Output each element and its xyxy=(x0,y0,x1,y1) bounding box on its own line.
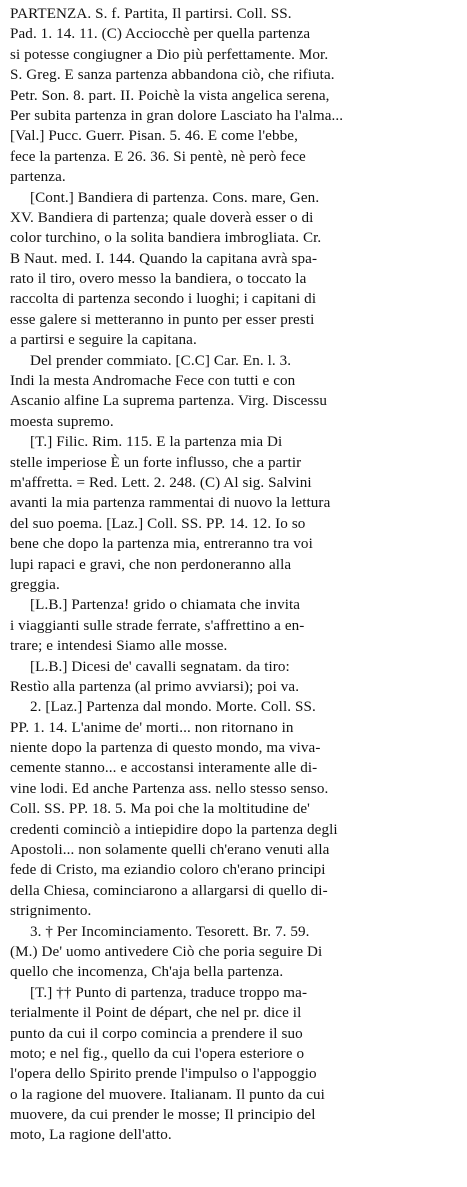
text-line: l'opera dello Spirito prende l'impulso o l'appoggio xyxy=(10,1066,317,1083)
text-line: terialmente il Point de départ, che nel pr. dice il xyxy=(10,1005,302,1022)
text-line: credenti cominciò a intiepidire dopo la partenza degli xyxy=(10,821,338,838)
text-line: (M.) De' uomo antivedere Ciò che poria seguire Di xyxy=(10,943,323,960)
text-line: greggia. xyxy=(10,576,60,593)
text-line: moto, La ragione dell'atto. xyxy=(10,1127,172,1144)
text-line: a partirsi e seguire la capitana. xyxy=(10,332,197,349)
text-line: quello che incomenza, Ch'aja bella partenza. xyxy=(10,964,284,981)
text-line: Restìo alla partenza (al primo avviarsi); poi va. xyxy=(10,678,300,695)
text-line: cemente stanno... e accostansi interamente alle di- xyxy=(10,760,318,777)
text-line: [Val.] Pucc. Guerr. Pisan. 5. 46. E come l'ebbe, xyxy=(10,128,298,145)
text-line: PP. 1. 14. L'anime de' morti... non ritornano in xyxy=(10,719,294,736)
dictionary-entry-partenza xyxy=(10,4,457,1146)
text-line: i viaggianti sulle strade ferrate, s'affrettino a en- xyxy=(10,617,305,634)
text-line: trare; e intendesi Siamo alle mosse. xyxy=(10,638,228,655)
text-line: lupi rapaci e gravi, che non perdoneranno alla xyxy=(10,556,292,573)
text-line: niente dopo la partenza di questo mondo, ma viva- xyxy=(10,740,321,757)
text-line: muovere, da cui prender le mosse; Il principio del xyxy=(10,1107,316,1124)
text-line: fede di Cristo, ma eziandio coloro ch'erano principi xyxy=(10,862,326,879)
text-line: fece la partenza. E 26. 36. Si pentè, nè però fece xyxy=(10,148,306,165)
text-line: del suo poema. [Laz.] Coll. SS. PP. 14. 12. Io so xyxy=(10,515,306,532)
text-line: si potesse congiugner a Dio più perfettamente. Mor. xyxy=(10,46,329,63)
text-line: partenza. xyxy=(10,169,66,186)
text-line: rato il tiro, overo messo la bandiera, o toccato la xyxy=(10,271,307,288)
text-line: stelle imperiose È un forte influsso, che a partir xyxy=(10,454,302,471)
text-line: [L.B.] Partenza! grido o chiamata che invita xyxy=(30,597,301,614)
text-line: Ascanio alfine La suprema partenza. Virg. Discessu xyxy=(10,393,328,410)
text-line: esse galere si metteranno in punto per esser presti xyxy=(10,311,315,328)
text-line: bene che dopo la partenza mia, entreranno tra voi xyxy=(10,536,313,553)
text-line: [L.B.] Dicesi de' cavalli segnatam. da tiro: xyxy=(30,658,290,675)
text-line: PARTENZA. S. f. Partita, Il partirsi. Coll. SS. xyxy=(10,6,292,22)
text-line: XV. Bandiera di partenza; quale doverà esser o di xyxy=(10,209,314,226)
text-line: Per subita partenza in gran dolore Lasciato ha l'alma... xyxy=(10,107,344,124)
text-line: o la ragione del muovere. Italianam. Il punto da cui xyxy=(10,1086,325,1103)
text-line: [T.] †† Punto di partenza, traduce troppo ma- xyxy=(30,984,308,1001)
text-line: m'affretta. = Red. Lett. 2. 248. (C) Al sig. Salvini xyxy=(10,474,312,491)
text-line: strignimento. xyxy=(10,903,92,920)
text-line: Apostoli... non solamente quelli ch'erano venuti alla xyxy=(10,842,330,859)
text-line: Del prender commiato. [C.C] Car. En. l. 3. xyxy=(30,352,292,369)
text-line: 2. [Laz.] Partenza dal mondo. Morte. Coll. SS. xyxy=(30,699,316,716)
text-line: raccolta di partenza secondo i luoghi; i capitani di xyxy=(10,291,317,308)
text-line: [Cont.] Bandiera di partenza. Cons. mare, Gen. xyxy=(30,189,320,206)
text-line: punto da cui il corpo comincia a prendere il suo xyxy=(10,1025,303,1042)
text-line: moesta supremo. xyxy=(10,413,114,430)
text-line: B Naut. med. I. 144. Quando la capitana avrà spa- xyxy=(10,250,318,267)
text-line: della Chiesa, cominciarono a allargarsi di quello di- xyxy=(10,882,328,899)
text-line: Indi la mesta Andromache Fece con tutti e con xyxy=(10,373,296,390)
text-line: Pad. 1. 14. 11. (C) Acciocchè per quella partenza xyxy=(10,26,311,43)
text-line: avanti la mia partenza rammentai di nuovo la lettura xyxy=(10,495,331,512)
text-line: color turchino, o la solita bandiera imbrogliata. Cr. xyxy=(10,230,322,247)
text-line: [T.] Filic. Rim. 115. E la partenza mia Di xyxy=(30,434,283,451)
text-line: vine lodi. Ed anche Partenza ass. nello stesso senso. xyxy=(10,780,329,797)
text-line: Petr. Son. 8. part. II. Poichè la vista angelica serena, xyxy=(10,87,330,104)
text-line: Coll. SS. PP. 18. 5. Ma poi che la moltitudine de' xyxy=(10,801,310,818)
text-line: 3. † Per Incominciamento. Tesorett. Br. 7. 59. xyxy=(30,923,310,940)
text-line: S. Greg. E sanza partenza abbandona ciò, che rifiuta. xyxy=(10,67,335,84)
text-line: moto; e nel fig., quello da cui l'opera esteriore o xyxy=(10,1045,305,1062)
